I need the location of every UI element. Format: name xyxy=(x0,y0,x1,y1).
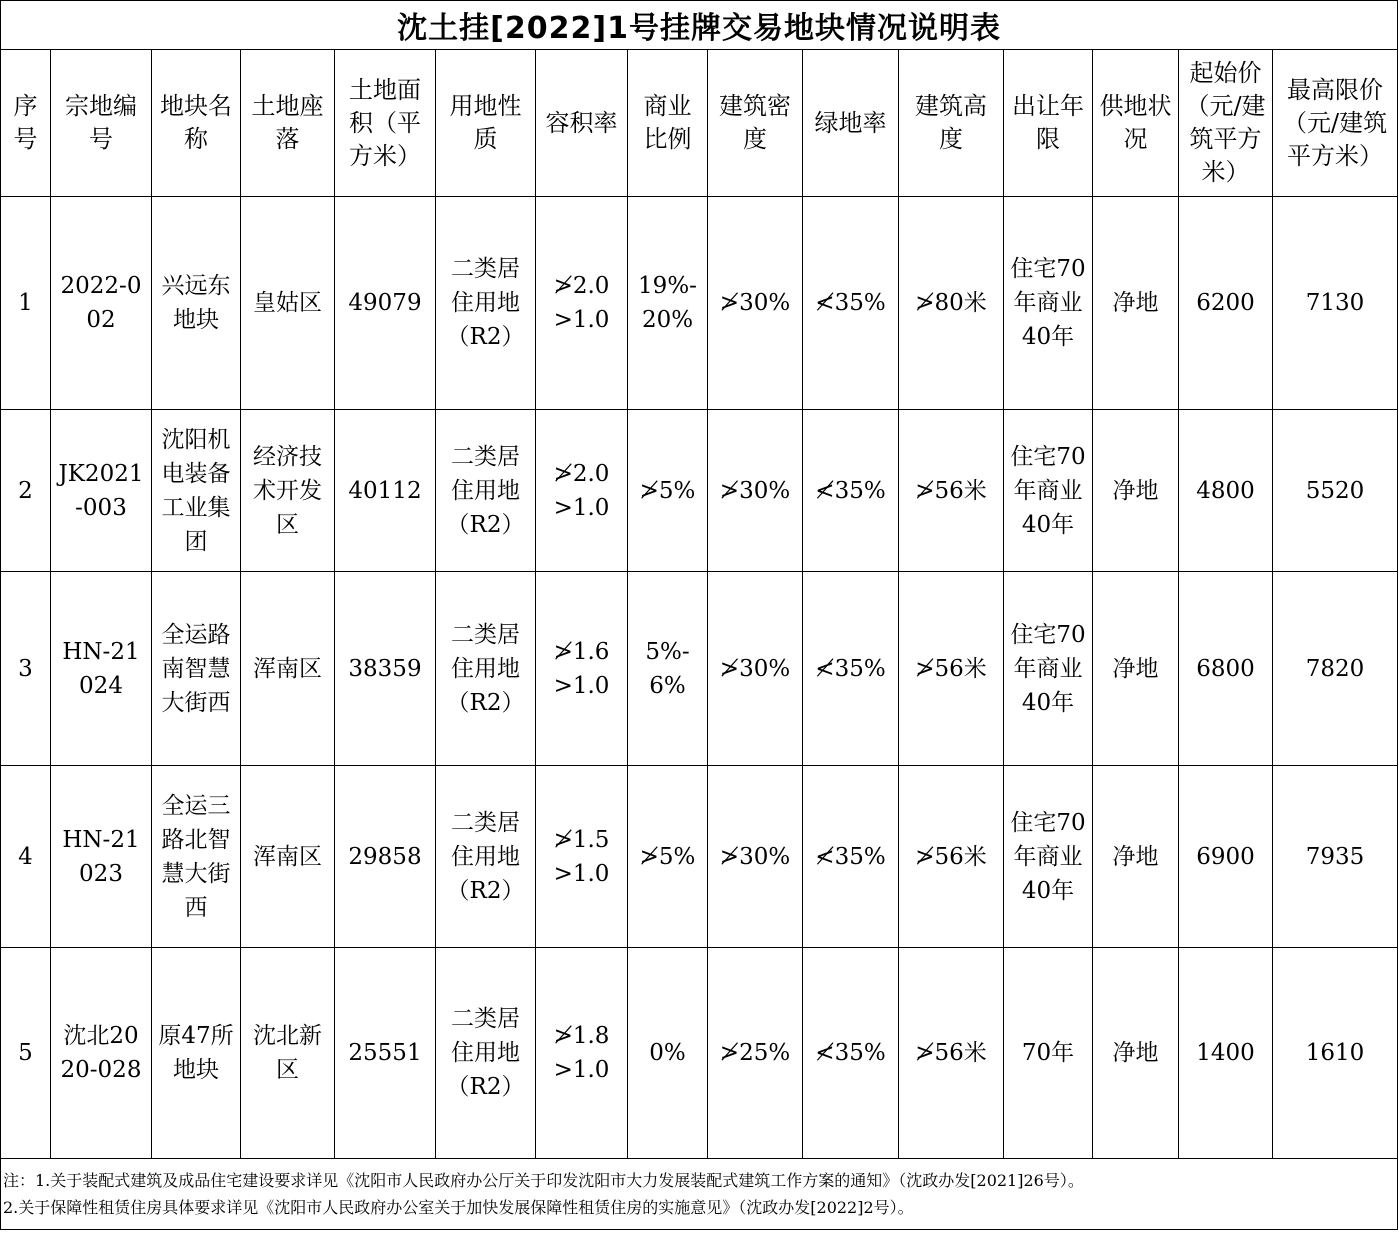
table-cell xyxy=(335,766,436,948)
table-cell xyxy=(628,197,708,410)
cell-value: 二类居住用地（R2） xyxy=(446,809,525,904)
cell-value: 住宅70年商业40年 xyxy=(1010,621,1086,716)
table-cell xyxy=(1,766,51,948)
table-cell xyxy=(51,948,152,1159)
column-header-label: 起始价（元/建筑平方米） xyxy=(1185,59,1266,186)
table-cell xyxy=(1179,410,1273,572)
cell-value: 二类居住用地（R2） xyxy=(446,621,525,716)
cell-value: 净地 xyxy=(1112,1040,1159,1066)
cell-value: 2 xyxy=(18,477,33,504)
column-header-label: 供地状况 xyxy=(1099,92,1172,153)
table-cell xyxy=(708,572,803,766)
table-cell xyxy=(803,197,899,410)
table-row xyxy=(1,410,1398,572)
column-header-label: 容积率 xyxy=(545,108,618,137)
cell-value: 经济技术开发区 xyxy=(253,443,322,538)
cell-value: 49079 xyxy=(348,290,422,316)
table-cell xyxy=(152,766,241,948)
table-cell xyxy=(628,766,708,948)
cell-value: JK2021-003 xyxy=(58,460,144,521)
table-cell xyxy=(628,410,708,572)
cell-value: 净地 xyxy=(1112,655,1159,682)
cell-value: ≯2.0 >1.0 xyxy=(553,273,610,333)
column-header xyxy=(803,50,899,197)
table-cell xyxy=(335,948,436,1159)
table-cell xyxy=(803,766,899,948)
cell-value: ≮35% xyxy=(815,477,886,504)
column-header xyxy=(335,50,436,197)
column-header-label: 商业比例 xyxy=(643,92,692,153)
cell-value: 全运三路北智慧大街西 xyxy=(161,792,231,921)
cell-value: 6800 xyxy=(1196,655,1255,682)
table-cell xyxy=(1,410,51,572)
cell-value: 0% xyxy=(649,1040,686,1066)
column-header xyxy=(1179,50,1273,197)
cell-value: 二类居住用地（R2） xyxy=(446,443,525,538)
notes-cell xyxy=(1,1159,1398,1230)
cell-value: 25551 xyxy=(348,1040,422,1066)
cell-value: 38359 xyxy=(348,655,422,682)
table-cell xyxy=(51,197,152,410)
table-title: 沈土挂[2022]1号挂牌交易地块情况说明表 xyxy=(1,1,1398,50)
cell-value: ≯1.5 >1.0 xyxy=(553,826,610,887)
column-header xyxy=(899,50,1004,197)
table-cell xyxy=(51,572,152,766)
column-header-label: 建筑高度 xyxy=(915,92,987,153)
note-2: 2.关于保障性租赁住房具体要求详见《沈阳市人民政府办公室关于加快发展保障性租赁住房的实施意见》（沈政办发[2022]2号）。 xyxy=(3,1198,914,1217)
column-header xyxy=(536,50,628,197)
cell-value: 5%-6% xyxy=(645,638,690,699)
table-cell xyxy=(436,948,536,1159)
cell-value: 1400 xyxy=(1196,1040,1255,1066)
column-header-label: 序号 xyxy=(13,92,38,153)
table-cell xyxy=(1093,572,1179,766)
table-cell xyxy=(708,766,803,948)
cell-value: ≯30% xyxy=(719,477,791,504)
cell-value: 净地 xyxy=(1112,843,1159,870)
table-cell xyxy=(241,197,335,410)
cell-value: 29858 xyxy=(348,843,422,870)
column-header-label: 最高限价（元/建筑平方米） xyxy=(1283,75,1388,170)
cell-value: ≮35% xyxy=(815,843,886,870)
table-cell xyxy=(51,766,152,948)
cell-value: 沈阳机电装备工业集团 xyxy=(161,426,231,555)
column-header xyxy=(1004,50,1093,197)
column-header xyxy=(708,50,803,197)
cell-value: 净地 xyxy=(1112,290,1159,316)
column-header-label: 出让年限 xyxy=(1012,92,1084,153)
table-cell xyxy=(899,572,1004,766)
table-cell xyxy=(803,948,899,1159)
table-cell xyxy=(436,572,536,766)
cell-value: 6200 xyxy=(1196,290,1255,316)
cell-value: 7820 xyxy=(1305,655,1365,682)
column-header-label: 建筑密度 xyxy=(719,92,791,153)
table-cell xyxy=(628,572,708,766)
column-header xyxy=(51,50,152,197)
cell-value: 4800 xyxy=(1196,477,1255,504)
table-cell xyxy=(1273,410,1398,572)
table-cell xyxy=(1093,410,1179,572)
column-header-label: 绿地率 xyxy=(814,108,887,137)
cell-value: ≮35% xyxy=(815,1040,886,1066)
cell-value: 3 xyxy=(18,655,33,682)
table-cell xyxy=(51,410,152,572)
table-cell xyxy=(436,410,536,572)
cell-value: 1 xyxy=(18,290,33,316)
table-cell xyxy=(1273,766,1398,948)
cell-value: HN-21023 xyxy=(62,826,140,887)
table-row xyxy=(1,948,1398,1159)
column-header-label: 宗地编号 xyxy=(65,92,137,153)
table-cell xyxy=(708,948,803,1159)
cell-value: ≯1.6 >1.0 xyxy=(553,638,610,699)
table-cell xyxy=(1,197,51,410)
table-cell xyxy=(241,572,335,766)
cell-value: 二类居住用地（R2） xyxy=(446,1006,525,1100)
table-cell xyxy=(628,948,708,1159)
table-cell xyxy=(1004,572,1093,766)
cell-value: 19%-20% xyxy=(638,273,697,333)
cell-value: 7130 xyxy=(1305,290,1365,316)
cell-value: ≯30% xyxy=(719,655,791,682)
table-cell xyxy=(241,766,335,948)
table-cell xyxy=(152,572,241,766)
cell-value: 净地 xyxy=(1112,477,1159,504)
column-header xyxy=(1273,50,1398,197)
table-cell xyxy=(899,766,1004,948)
table-cell xyxy=(152,410,241,572)
table-cell xyxy=(1004,410,1093,572)
table-cell xyxy=(335,197,436,410)
table-cell xyxy=(1093,948,1179,1159)
cell-value: HN-21024 xyxy=(62,638,140,699)
cell-value: 40112 xyxy=(348,477,422,504)
table-cell xyxy=(708,197,803,410)
cell-value: 5 xyxy=(18,1040,33,1066)
table-cell xyxy=(241,948,335,1159)
table-cell xyxy=(335,410,436,572)
cell-value: ≯5% xyxy=(639,477,696,504)
cell-value: ≯1.8 >1.0 xyxy=(553,1023,610,1083)
table-cell xyxy=(1004,948,1093,1159)
column-header-label: 土地面积（平方米） xyxy=(349,75,421,170)
cell-value: ≯56米 xyxy=(915,843,987,870)
table-cell xyxy=(1,948,51,1159)
cell-value: ≯80米 xyxy=(915,290,987,316)
cell-value: 6900 xyxy=(1196,843,1255,870)
table-cell xyxy=(1004,766,1093,948)
cell-value: ≯56米 xyxy=(915,655,987,682)
table-row xyxy=(1,572,1398,766)
column-header xyxy=(152,50,241,197)
cell-value: ≮35% xyxy=(815,290,886,316)
table-cell xyxy=(436,766,536,948)
table-row xyxy=(1,766,1398,948)
table-cell xyxy=(1179,197,1273,410)
table-cell xyxy=(1273,197,1398,410)
cell-value: 5520 xyxy=(1305,477,1365,504)
cell-value: ≯30% xyxy=(719,290,791,316)
cell-value: 兴远东地块 xyxy=(161,273,231,333)
cell-value: 1610 xyxy=(1305,1040,1365,1066)
cell-value: 沈北2020-028 xyxy=(60,1023,142,1083)
table-cell xyxy=(708,410,803,572)
cell-value: 二类居住用地（R2） xyxy=(446,256,525,350)
note-1: 注：1.关于装配式建筑及成品住宅建设要求详见《沈阳市人民政府办公厅关于印发沈阳市大力发展装配式建筑工作方案的通知》（沈政办发[2021]26号）。 xyxy=(3,1171,1084,1190)
table-cell xyxy=(536,948,628,1159)
cell-value: 原47所地块 xyxy=(158,1023,234,1083)
cell-value: ≯25% xyxy=(719,1040,791,1066)
column-header-label: 用地性质 xyxy=(449,92,522,153)
cell-value: 4 xyxy=(18,843,33,870)
header-row xyxy=(1,50,1398,197)
cell-value: ≯30% xyxy=(719,843,791,870)
table-cell xyxy=(1273,948,1398,1159)
column-header xyxy=(436,50,536,197)
notes-row xyxy=(1,1159,1398,1230)
table-cell xyxy=(152,197,241,410)
table-cell xyxy=(241,410,335,572)
table-cell xyxy=(536,572,628,766)
cell-value: 皇姑区 xyxy=(253,290,322,316)
cell-value: 住宅70年商业40年 xyxy=(1010,443,1086,538)
table-cell xyxy=(899,197,1004,410)
table-cell xyxy=(536,197,628,410)
table-cell xyxy=(536,766,628,948)
table-cell xyxy=(536,410,628,572)
table-cell xyxy=(803,410,899,572)
column-header xyxy=(241,50,335,197)
table-cell xyxy=(1,572,51,766)
table-cell xyxy=(899,410,1004,572)
table-cell xyxy=(1093,766,1179,948)
table-cell xyxy=(1179,572,1273,766)
cell-value: 沈北新区 xyxy=(253,1023,322,1083)
table-cell xyxy=(1179,766,1273,948)
table-cell xyxy=(899,948,1004,1159)
table-row xyxy=(1,197,1398,410)
cell-value: 全运路南智慧大街西 xyxy=(161,621,231,716)
cell-value: ≯56米 xyxy=(915,1040,987,1066)
cell-value: ≮35% xyxy=(815,655,886,682)
table-cell xyxy=(1004,197,1093,410)
cell-value: 住宅70年商业40年 xyxy=(1010,809,1086,904)
cell-value: 住宅70年商业40年 xyxy=(1010,256,1086,350)
cell-value: ≯5% xyxy=(639,843,696,870)
column-header xyxy=(1093,50,1179,197)
column-header-label: 地块名称 xyxy=(160,92,232,153)
cell-value: ≯2.0 >1.0 xyxy=(553,460,610,521)
column-header xyxy=(1,50,51,197)
cell-value: 浑南区 xyxy=(253,843,322,870)
cell-value: ≯56米 xyxy=(915,477,987,504)
cell-value: 70年 xyxy=(1021,1040,1075,1066)
table-cell xyxy=(1179,948,1273,1159)
table-cell xyxy=(1093,197,1179,410)
table-cell xyxy=(803,572,899,766)
cell-value: 2022-002 xyxy=(60,273,142,333)
table-cell xyxy=(1273,572,1398,766)
table-cell xyxy=(152,948,241,1159)
column-header-label: 土地座落 xyxy=(251,92,324,153)
cell-value: 7935 xyxy=(1305,843,1365,870)
cell-value: 浑南区 xyxy=(253,655,322,682)
table-cell xyxy=(335,572,436,766)
column-header xyxy=(628,50,708,197)
table-cell xyxy=(436,197,536,410)
